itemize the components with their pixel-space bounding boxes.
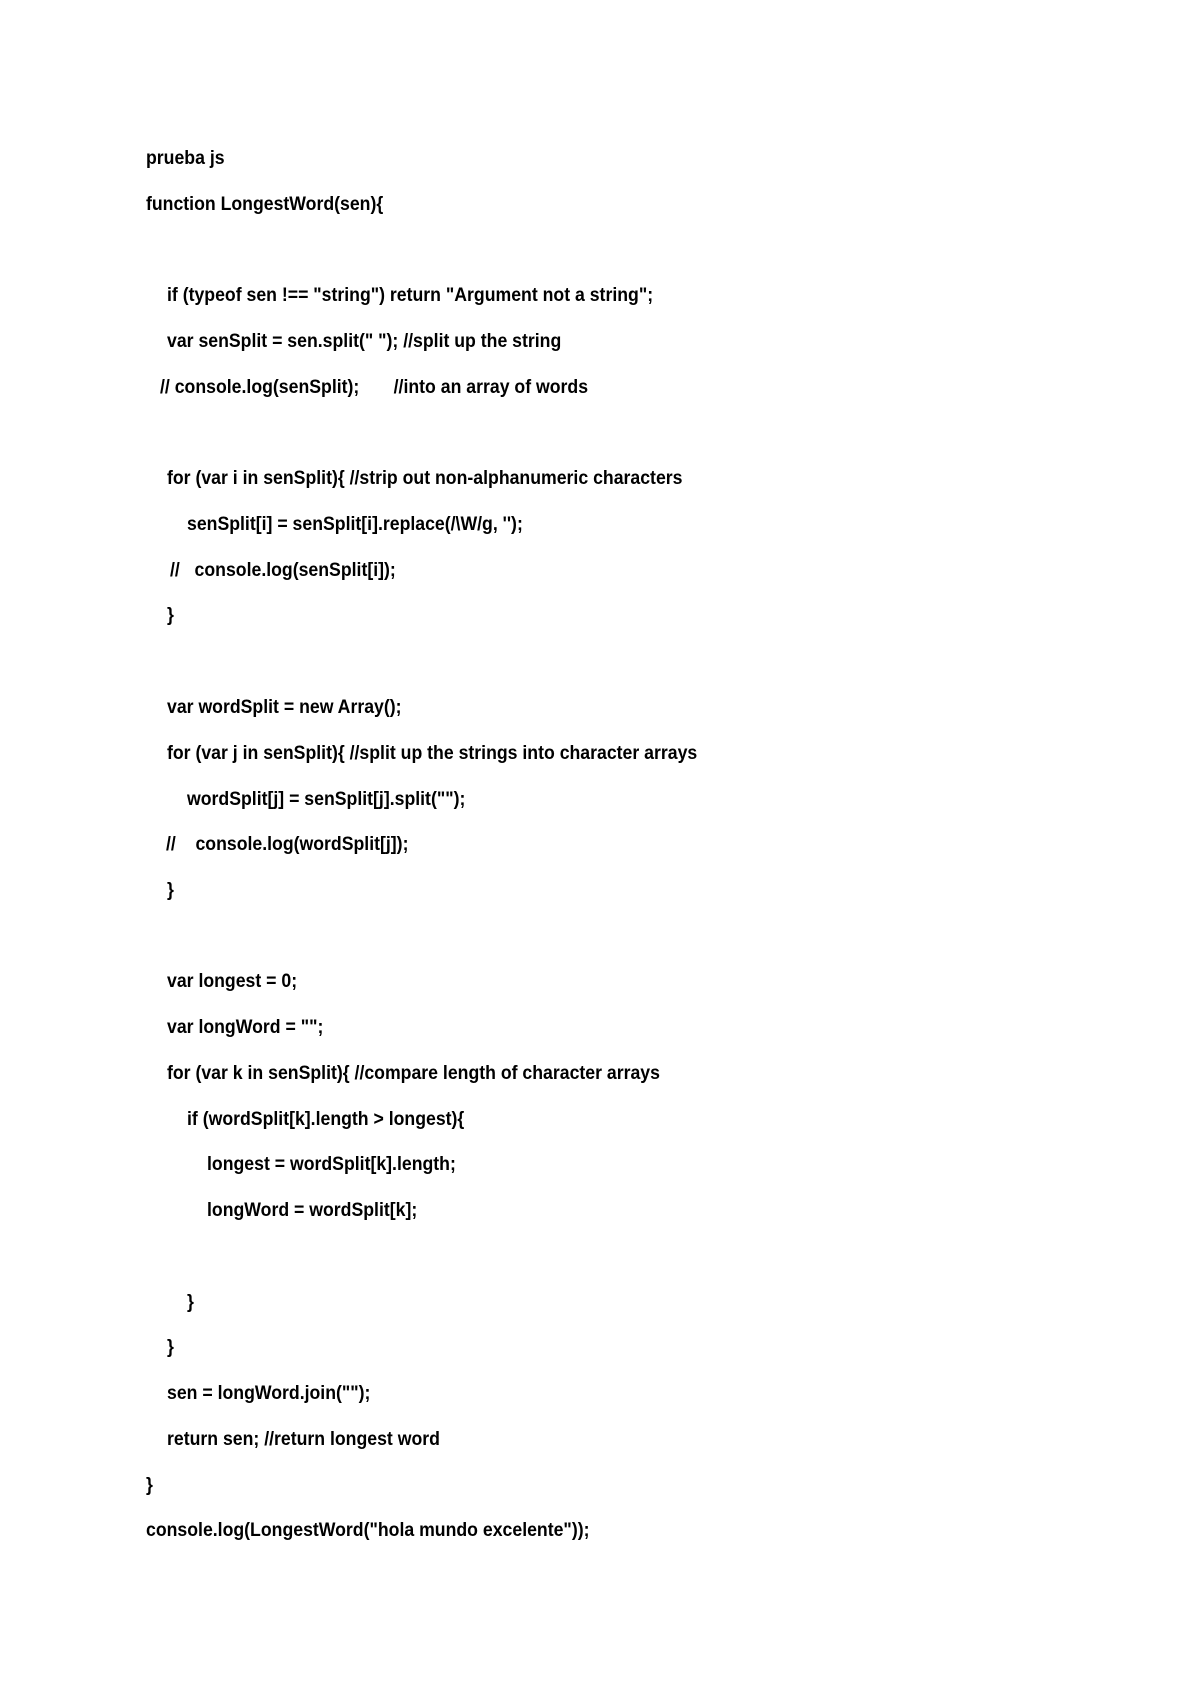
code-line: }	[167, 1337, 174, 1358]
code-line: // console.log(senSplit); //into an array of words	[160, 377, 589, 398]
code-line: for (var k in senSplit){ //compare length of character arrays	[167, 1063, 660, 1084]
code-line: longWord = wordSplit[k];	[207, 1200, 418, 1221]
code-line: function LongestWord(sen){	[146, 194, 384, 215]
code-line: var wordSplit = new Array();	[167, 697, 402, 718]
code-line: var senSplit = sen.split(" "); //split up the string	[167, 331, 562, 352]
code-line: }	[167, 605, 174, 626]
code-line: for (var i in senSplit){ //strip out non-alphanumeric characters	[167, 468, 683, 489]
code-line: }	[187, 1292, 194, 1313]
code-line: console.log(LongestWord("hola mundo excelente"));	[146, 1520, 590, 1541]
code-line: // console.log(wordSplit[j]);	[166, 834, 409, 855]
code-line: var longest = 0;	[167, 971, 298, 992]
code-line: }	[146, 1475, 153, 1496]
code-line: }	[167, 880, 174, 901]
code-line: sen = longWord.join("");	[167, 1383, 371, 1404]
code-line: return sen; //return longest word	[167, 1429, 440, 1450]
code-line: for (var j in senSplit){ //split up the strings into character arrays	[167, 743, 698, 764]
code-line: longest = wordSplit[k].length;	[207, 1154, 456, 1175]
document-title: prueba js	[146, 148, 225, 169]
code-line: if (typeof sen !== "string") return "Argument not a string";	[167, 285, 654, 306]
code-line: wordSplit[j] = senSplit[j].split("");	[187, 789, 466, 810]
code-line: // console.log(senSplit[i]);	[170, 560, 396, 581]
code-line: if (wordSplit[k].length > longest){	[187, 1109, 465, 1130]
code-line: senSplit[i] = senSplit[i].replace(/\W/g, '');	[187, 514, 523, 535]
code-line: var longWord = "";	[167, 1017, 324, 1038]
